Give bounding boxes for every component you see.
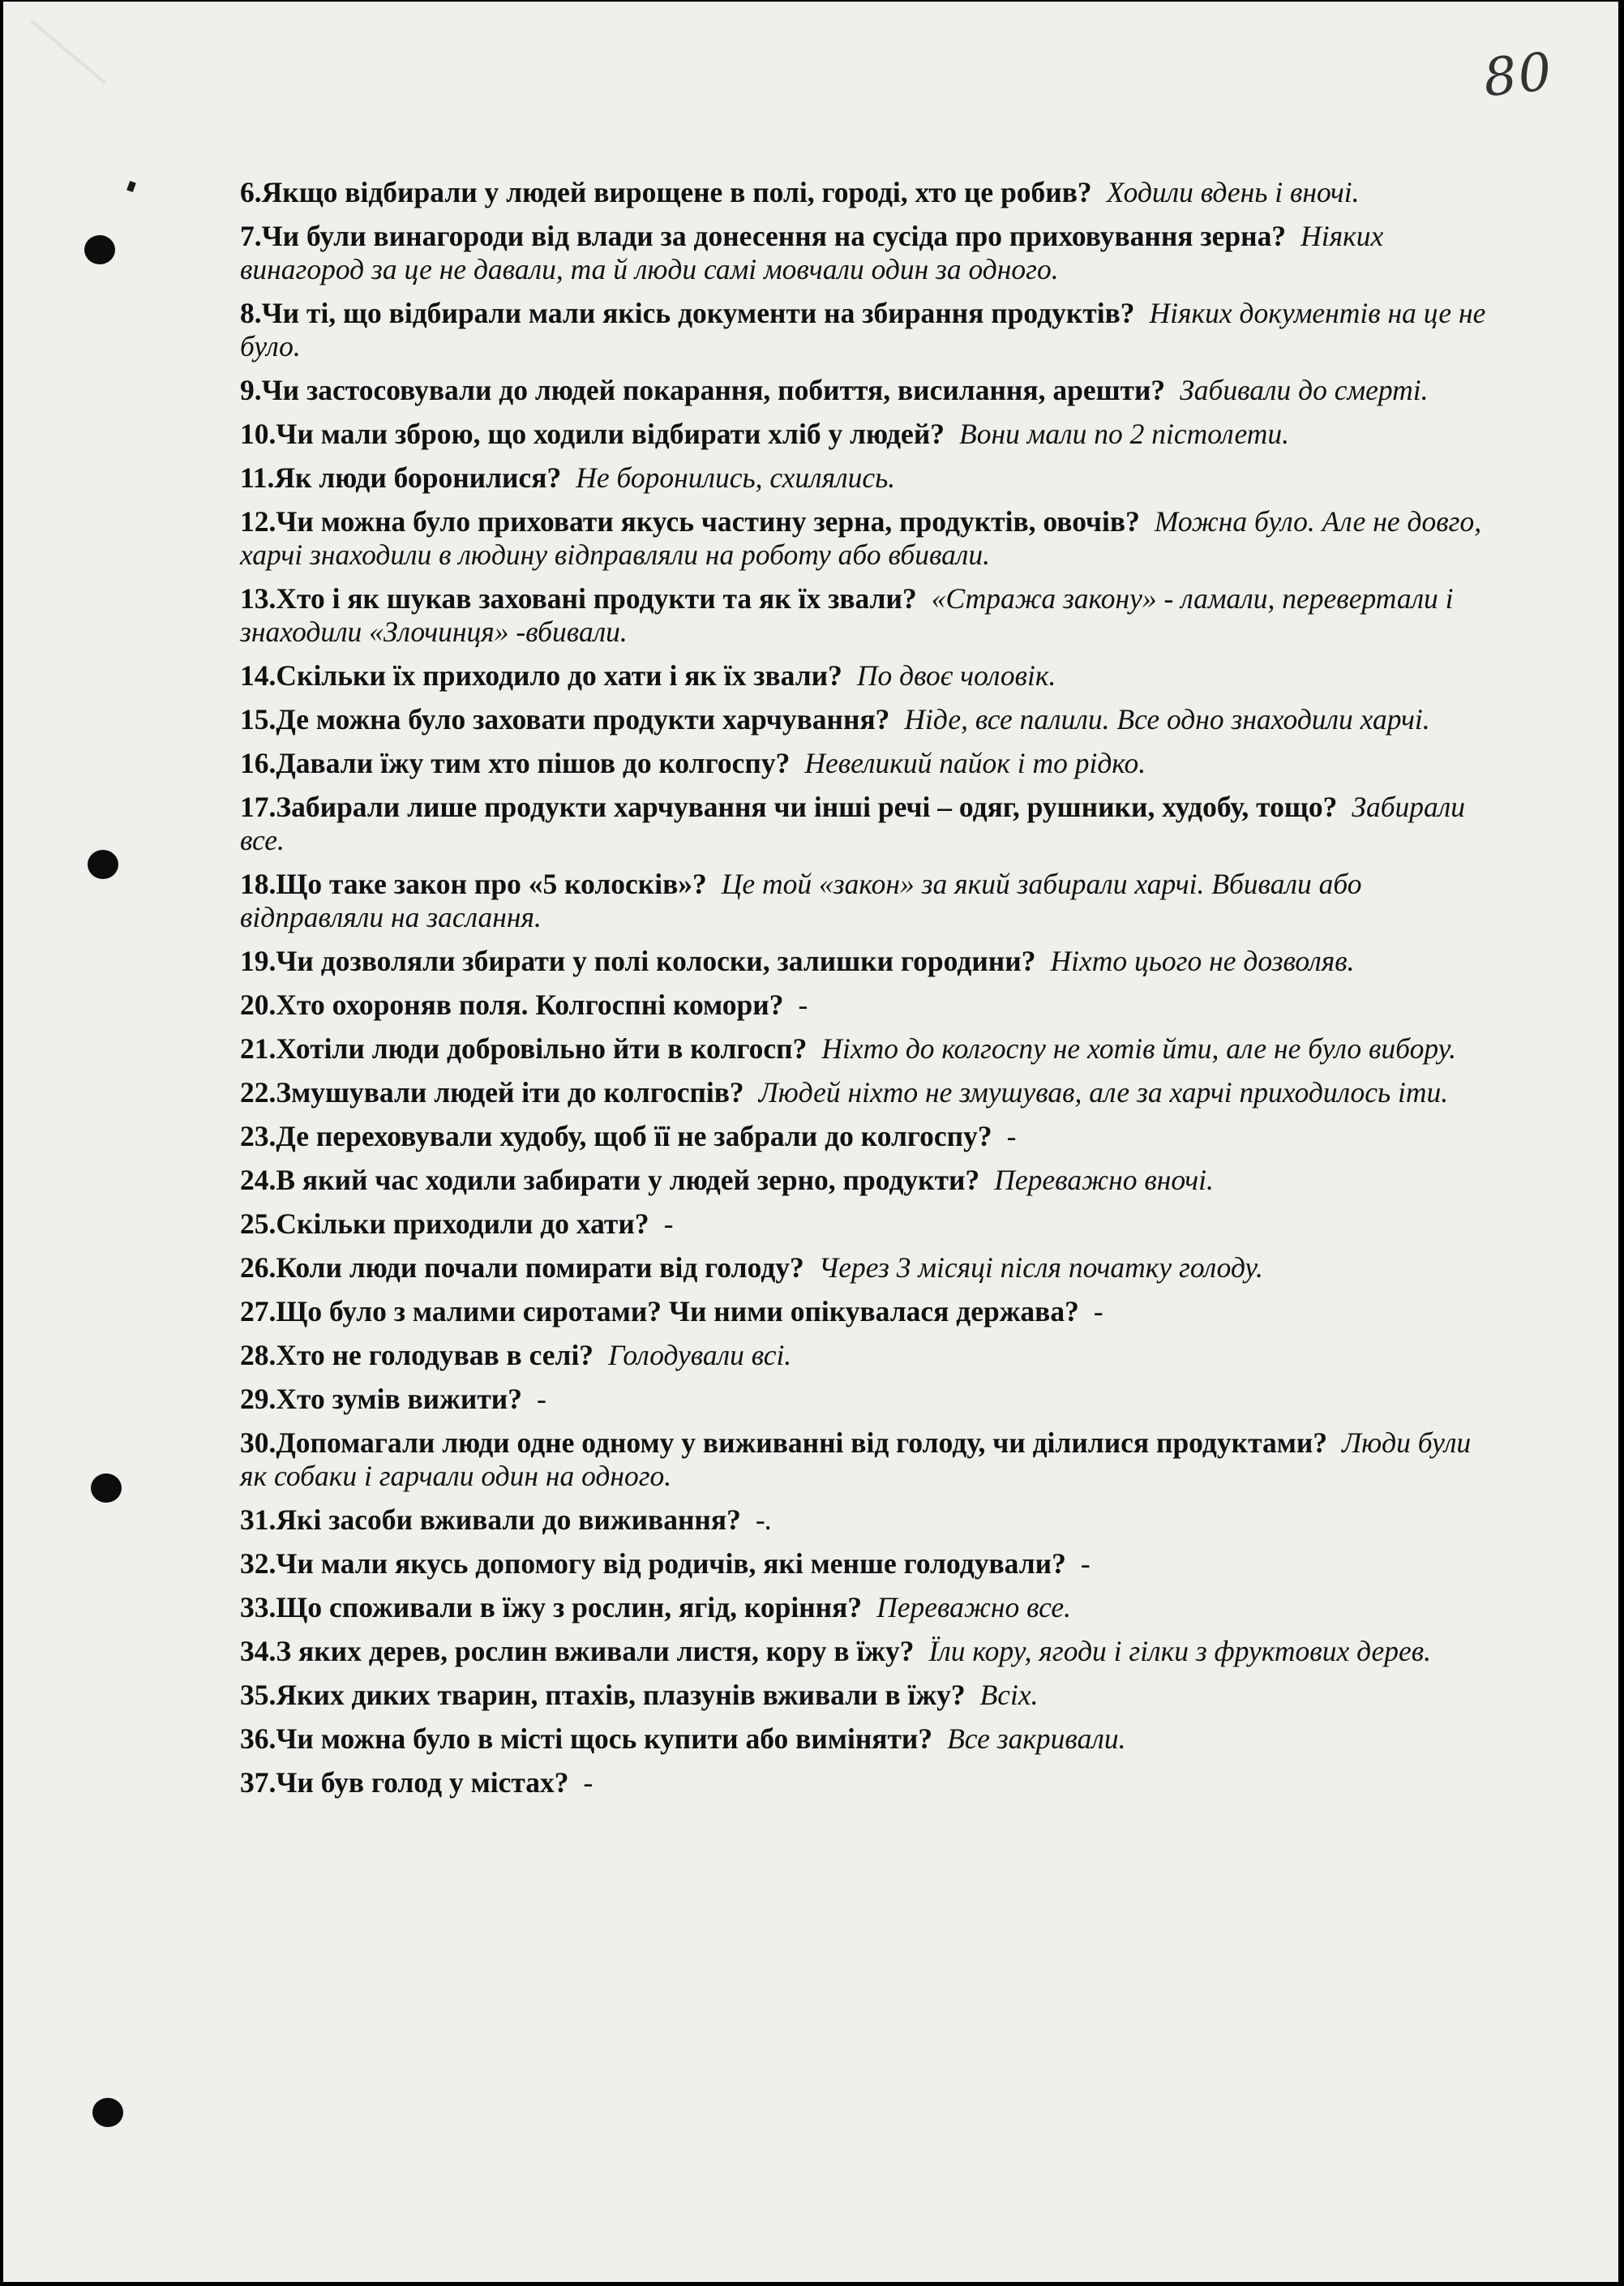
answer-text: Невеликий пайок і то рідко. <box>804 747 1146 779</box>
question-item <box>240 747 1505 780</box>
answer-text: Їли кору, ягоди і гілки з фруктових дерев. <box>928 1635 1432 1667</box>
question-text: 26.Коли люди почали помирати від голоду? <box>240 1251 804 1284</box>
question-text: 11.Як люди боронилися? <box>240 461 562 494</box>
question-item <box>240 297 1505 363</box>
answer-text: - <box>583 1766 593 1799</box>
question-item <box>240 1120 1505 1153</box>
question-text: 32.Чи мали якусь допомогу від родичів, які менше голодували? <box>240 1547 1066 1580</box>
question-item <box>240 505 1505 572</box>
answer-text: Забирали все. <box>240 791 1466 856</box>
answer-text: Ходили вдень і вночі. <box>1106 176 1360 208</box>
question-text: 36.Чи можна було в місті щось купити або виміняти? <box>240 1722 933 1755</box>
answer-text: Людей ніхто не змушував, але за харчі приходилось іти. <box>758 1076 1449 1109</box>
question-item <box>240 659 1505 693</box>
question-item <box>240 1591 1505 1624</box>
answer-text: Переважно все. <box>876 1591 1072 1623</box>
question-text: 30.Допомагали люди одне одному у виживанні від голоду, чи ділилися продуктами? <box>240 1426 1328 1459</box>
question-item <box>240 1076 1505 1109</box>
answer-text: - <box>663 1207 674 1240</box>
question-text: 14.Скільки їх приходило до хати і як їх звали? <box>240 659 842 692</box>
answer-text: Голодували всі. <box>608 1339 792 1371</box>
question-item <box>240 1339 1505 1372</box>
question-text: 28.Хто не голодував в селі? <box>240 1339 594 1371</box>
answer-text: Ніхто до колгоспу не хотів йти, але не було вибору. <box>821 1032 1456 1065</box>
handwritten-page-number: 80 <box>1480 41 1557 109</box>
question-item <box>240 1032 1505 1066</box>
question-text: 22.Змушували людей іти до колгоспів? <box>240 1076 744 1109</box>
answer-text: - <box>798 989 808 1021</box>
question-item <box>240 582 1505 649</box>
question-item <box>240 791 1505 857</box>
question-item <box>240 1426 1505 1493</box>
answer-text: Ніде, все палили. Все одно знаходили харчі. <box>904 703 1430 736</box>
question-text: 17.Забирали лише продукти харчування чи інші речі – одяг, рушники, худобу, тощо? <box>240 791 1338 823</box>
answer-text: - <box>1093 1295 1103 1327</box>
question-item <box>240 374 1505 407</box>
question-item <box>240 1207 1505 1241</box>
answer-text: «Стража закону» - ламали, перевертали і знаходили «Злочинця» -вбивали. <box>240 582 1454 648</box>
answer-text: Через 3 місяці після початку голоду. <box>818 1251 1263 1284</box>
margin-mark <box>126 181 136 192</box>
question-text: 31.Які засоби вживали до виживання? <box>240 1503 741 1536</box>
questionnaire-list <box>240 176 1505 1810</box>
answer-text: - <box>1080 1547 1091 1580</box>
question-text: 35.Яких диких тварин, птахів, плазунів вживали в їжу? <box>240 1679 966 1711</box>
question-text: 27.Що було з малими сиротами? Чи ними опікувалася держава? <box>240 1295 1079 1327</box>
punch-hole <box>84 235 115 264</box>
question-text: 37.Чи був голод у містах? <box>240 1766 569 1799</box>
answer-text: Ніяких документів на це не було. <box>240 297 1486 362</box>
question-text: 16.Давали їжу тим хто пішов до колгоспу? <box>240 747 791 779</box>
paper-crease <box>30 19 106 84</box>
document-page <box>3 2 1618 2282</box>
answer-text: Не боронились, схилялись. <box>576 461 896 494</box>
answer-text: Все закривали. <box>947 1722 1126 1755</box>
question-text: 20.Хто охороняв поля. Колгоспні комори? <box>240 989 784 1021</box>
question-item <box>240 418 1505 451</box>
question-item <box>240 1383 1505 1416</box>
answer-text: - <box>1006 1120 1017 1152</box>
question-text: 21.Хотіли люди добровільно йти в колгосп? <box>240 1032 808 1065</box>
question-item <box>240 220 1505 286</box>
question-text: 23.Де переховували худобу, щоб її не забрали до колгоспу? <box>240 1120 992 1152</box>
question-text: 34.З яких дерев, рослин вживали листя, кору в їжу? <box>240 1635 915 1667</box>
question-text: 25.Скільки приходили до хати? <box>240 1207 649 1240</box>
question-item <box>240 945 1505 978</box>
answer-text: Ніхто цього не дозволяв. <box>1050 945 1355 977</box>
answer-text: Можна було. Але не довго, харчі знаходили в людину відправляли на роботу або вбивали. <box>240 505 1482 571</box>
question-item <box>240 1503 1505 1537</box>
question-text: 7.Чи були винагороди від влади за донесення на сусіда про приховування зерна? <box>240 220 1287 252</box>
answer-text: Ніяких винагород за це не давали, та й люди самі мовчали один за одного. <box>240 220 1384 285</box>
question-text: 6.Якщо відбирали у людей вирощене в полі, городі, хто це робив? <box>240 176 1092 208</box>
question-item <box>240 1251 1505 1285</box>
question-item <box>240 868 1505 934</box>
question-text: 9.Чи застосовували до людей покарання, побиття, висилання, арешти? <box>240 374 1166 406</box>
question-text: 33.Що споживали в їжу з рослин, ягід, коріння? <box>240 1591 863 1623</box>
question-text: 13.Хто і як шукав заховані продукти та як їх звали? <box>240 582 917 615</box>
answer-text: Вони мали по 2 пістолети. <box>959 418 1289 450</box>
question-item <box>240 1766 1505 1799</box>
question-text: 10.Чи мали зброю, що ходили відбирати хліб у людей? <box>240 418 945 450</box>
question-item <box>240 1722 1505 1756</box>
question-item <box>240 1635 1505 1668</box>
punch-hole <box>91 1473 122 1503</box>
answer-text: Це той «закон» за який забирали харчі. Вбивали або відправляли на заслання. <box>240 868 1362 933</box>
question-text: 24.В який час ходили забирати у людей зерно, продукти? <box>240 1164 980 1196</box>
question-text: 12.Чи можна було приховати якусь частину зерна, продуктів, овочів? <box>240 505 1140 538</box>
question-item <box>240 703 1505 736</box>
question-item <box>240 1295 1505 1328</box>
question-item <box>240 1679 1505 1712</box>
question-item <box>240 461 1505 495</box>
punch-hole <box>92 2098 123 2127</box>
question-item <box>240 176 1505 209</box>
question-item <box>240 989 1505 1022</box>
question-text: 29.Хто зумів вижити? <box>240 1383 522 1415</box>
question-text: 19.Чи дозволяли збирати у полі колоски, залишки городини? <box>240 945 1036 977</box>
answer-text: Люди були як собаки і гарчали один на одного. <box>240 1426 1472 1492</box>
question-item <box>240 1164 1505 1197</box>
question-text: 18.Що таке закон про «5 колосків»? <box>240 868 707 900</box>
answer-text: Переважно вночі. <box>994 1164 1214 1196</box>
question-text: 8.Чи ті, що відбирали мали якісь документи на збирання продуктів? <box>240 297 1135 329</box>
answer-text: - <box>536 1383 546 1415</box>
answer-text: Всіх. <box>979 1679 1039 1711</box>
answer-text: Забивали до смерті. <box>1180 374 1429 406</box>
question-text: 15.Де можна було заховати продукти харчування? <box>240 703 890 736</box>
punch-hole <box>88 850 118 879</box>
answer-text: По двоє чоловік. <box>856 659 1056 692</box>
answer-text: -. <box>755 1503 773 1536</box>
question-item <box>240 1547 1505 1580</box>
